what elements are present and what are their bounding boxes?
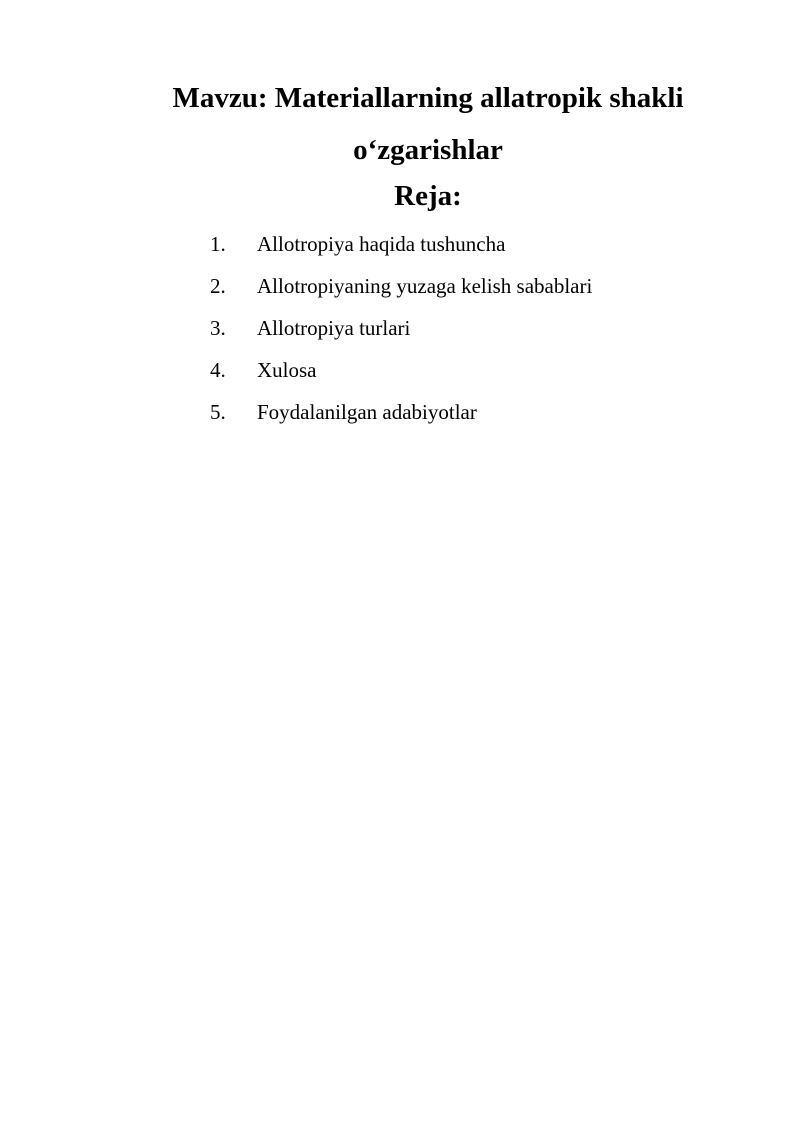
list-item-number: 1. bbox=[210, 232, 226, 256]
list-item-text: Allotropiya turlari bbox=[257, 316, 411, 340]
list-item bbox=[210, 265, 592, 307]
title-line-2: o‘zgarishlar bbox=[353, 134, 503, 166]
list-item-number: 5. bbox=[210, 400, 226, 424]
list-item bbox=[210, 223, 592, 265]
list-item bbox=[210, 307, 592, 349]
plan-heading: Reja: bbox=[394, 180, 462, 212]
list-item-text: Foydalanilgan adabiyotlar bbox=[257, 400, 477, 424]
list-item-number: 4. bbox=[210, 358, 226, 382]
list-item bbox=[210, 349, 592, 391]
list-item bbox=[210, 391, 592, 433]
list-item-text: Allotropiya haqida tushuncha bbox=[257, 232, 506, 256]
plan-list bbox=[210, 223, 592, 433]
list-item-number: 2. bbox=[210, 274, 226, 298]
list-item-text: Allotropiyaning yuzaga kelish sabablari bbox=[257, 274, 593, 298]
document-title bbox=[140, 72, 716, 176]
list-item-number: 3. bbox=[210, 316, 226, 340]
list-item-text: Xulosa bbox=[257, 358, 317, 382]
title-line-1: Mavzu: Materiallarning allatropik shakli bbox=[172, 82, 684, 114]
